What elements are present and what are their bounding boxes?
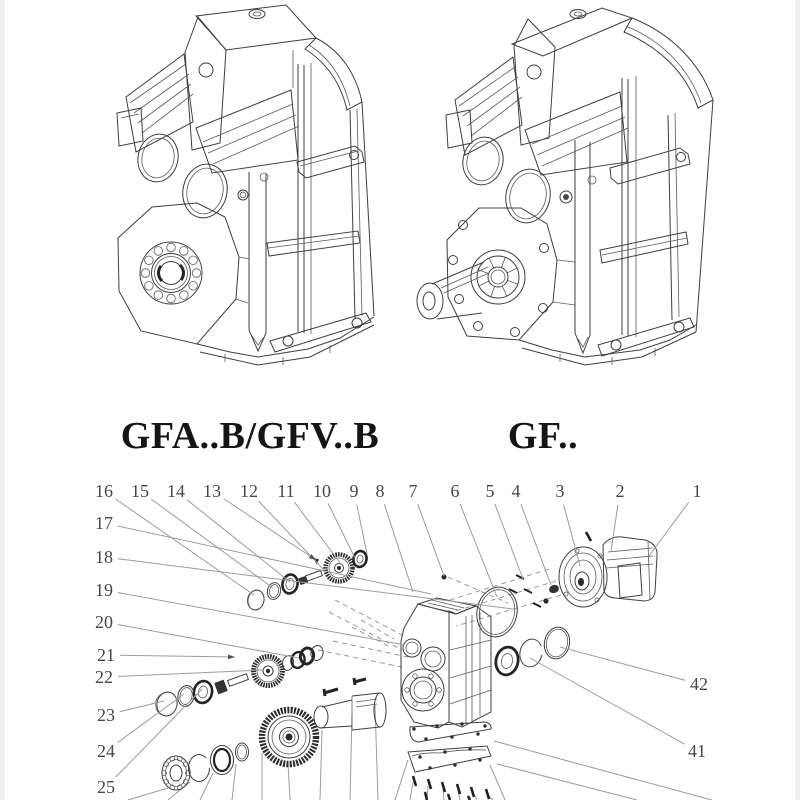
figure-gf-drawing bbox=[417, 8, 713, 365]
part-number-16: 16 bbox=[95, 481, 113, 501]
cover-bolts bbox=[413, 776, 489, 800]
callout-leader bbox=[357, 505, 367, 554]
bearing-small bbox=[352, 550, 368, 568]
part-number-13: 13 bbox=[203, 481, 221, 501]
leader-arrowhead bbox=[228, 654, 235, 659]
intermediate-shaft-stack bbox=[155, 644, 325, 717]
part-number-8: 8 bbox=[375, 481, 385, 501]
input-bores bbox=[133, 130, 268, 222]
callout-leader bbox=[649, 502, 689, 556]
gear-housing bbox=[401, 598, 491, 728]
motor-assembly bbox=[509, 532, 657, 607]
part-number-2: 2 bbox=[615, 481, 625, 501]
part-number-15: 15 bbox=[131, 481, 149, 501]
eye-bolt bbox=[586, 532, 591, 541]
callout-leader bbox=[117, 694, 184, 743]
part-number-6: 6 bbox=[450, 481, 460, 501]
lifting-hole bbox=[527, 65, 541, 79]
callout-leader bbox=[120, 655, 235, 657]
input-shaft-stack bbox=[246, 550, 446, 612]
part-number-14: 14 bbox=[167, 481, 185, 501]
pinion bbox=[214, 680, 228, 695]
part-number-7: 7 bbox=[408, 481, 418, 501]
shaft-keys bbox=[324, 678, 366, 696]
bearing bbox=[192, 679, 214, 704]
assembly-axis-lines bbox=[318, 569, 561, 667]
callout-leader bbox=[151, 499, 273, 588]
part-number-21: 21 bbox=[97, 645, 115, 665]
output-bore-bearing bbox=[140, 242, 202, 304]
exploded-view bbox=[95, 481, 712, 800]
callout-leader bbox=[560, 647, 685, 680]
part-number-12: 12 bbox=[240, 481, 258, 501]
output-flange bbox=[447, 208, 557, 340]
coupling-pinion bbox=[548, 584, 560, 595]
part-number-17: 17 bbox=[95, 513, 113, 533]
snap-ring bbox=[189, 755, 210, 782]
nut bbox=[543, 598, 548, 603]
bearing bbox=[290, 651, 306, 669]
page-edge-left bbox=[0, 0, 5, 800]
part-number-11: 11 bbox=[277, 481, 295, 501]
part-number-4: 4 bbox=[511, 481, 521, 501]
callout-leader bbox=[116, 499, 254, 595]
page-edge-right bbox=[795, 0, 800, 800]
callout-leader bbox=[460, 504, 497, 597]
output-side-rings bbox=[472, 583, 572, 677]
part-number-20: 20 bbox=[95, 612, 113, 632]
callout-leader bbox=[384, 504, 413, 592]
callout-leader bbox=[118, 526, 431, 594]
part-number-9: 9 bbox=[349, 481, 359, 501]
callout-leader bbox=[530, 658, 685, 744]
callout-leader bbox=[564, 505, 580, 566]
part-number-22: 22 bbox=[95, 667, 113, 687]
part-number-25: 25 bbox=[97, 777, 115, 797]
part-number-10: 10 bbox=[313, 481, 331, 501]
part-number-41: 41 bbox=[688, 741, 706, 761]
callout-leader bbox=[328, 504, 355, 558]
end-cap bbox=[155, 690, 180, 718]
lifting-hole bbox=[199, 63, 213, 77]
part-number-5: 5 bbox=[485, 481, 495, 501]
part-number-24: 24 bbox=[97, 741, 115, 761]
intermediate-shaft bbox=[228, 674, 249, 686]
callout-leader bbox=[495, 504, 523, 579]
terminal-box bbox=[618, 563, 642, 598]
callout-leader bbox=[418, 504, 444, 576]
bearing-dark bbox=[299, 647, 315, 665]
part-number-18: 18 bbox=[95, 547, 113, 567]
figure-gfa-gfv-drawing bbox=[117, 5, 374, 365]
bearing bbox=[493, 645, 520, 677]
input-shaft bbox=[305, 570, 322, 581]
caption-right: GF.. bbox=[507, 415, 579, 457]
callout-leader bbox=[259, 501, 324, 570]
part-number-23: 23 bbox=[97, 705, 115, 725]
caption-left: GFA..B/GFV..B bbox=[120, 415, 380, 457]
callout-leader bbox=[118, 593, 405, 645]
callout-leader bbox=[611, 505, 618, 551]
motor-flange bbox=[559, 547, 607, 607]
part-number-19: 19 bbox=[95, 580, 113, 600]
part-number-42: 42 bbox=[690, 674, 708, 694]
callout-leader bbox=[224, 499, 316, 560]
callout-leader bbox=[118, 625, 299, 658]
bottom-cover bbox=[408, 746, 491, 772]
part-number-1: 1 bbox=[692, 481, 702, 501]
callout-leader bbox=[118, 559, 513, 609]
callout-leader bbox=[294, 502, 341, 564]
part-number-3: 3 bbox=[555, 481, 565, 501]
gasket bbox=[410, 722, 491, 742]
